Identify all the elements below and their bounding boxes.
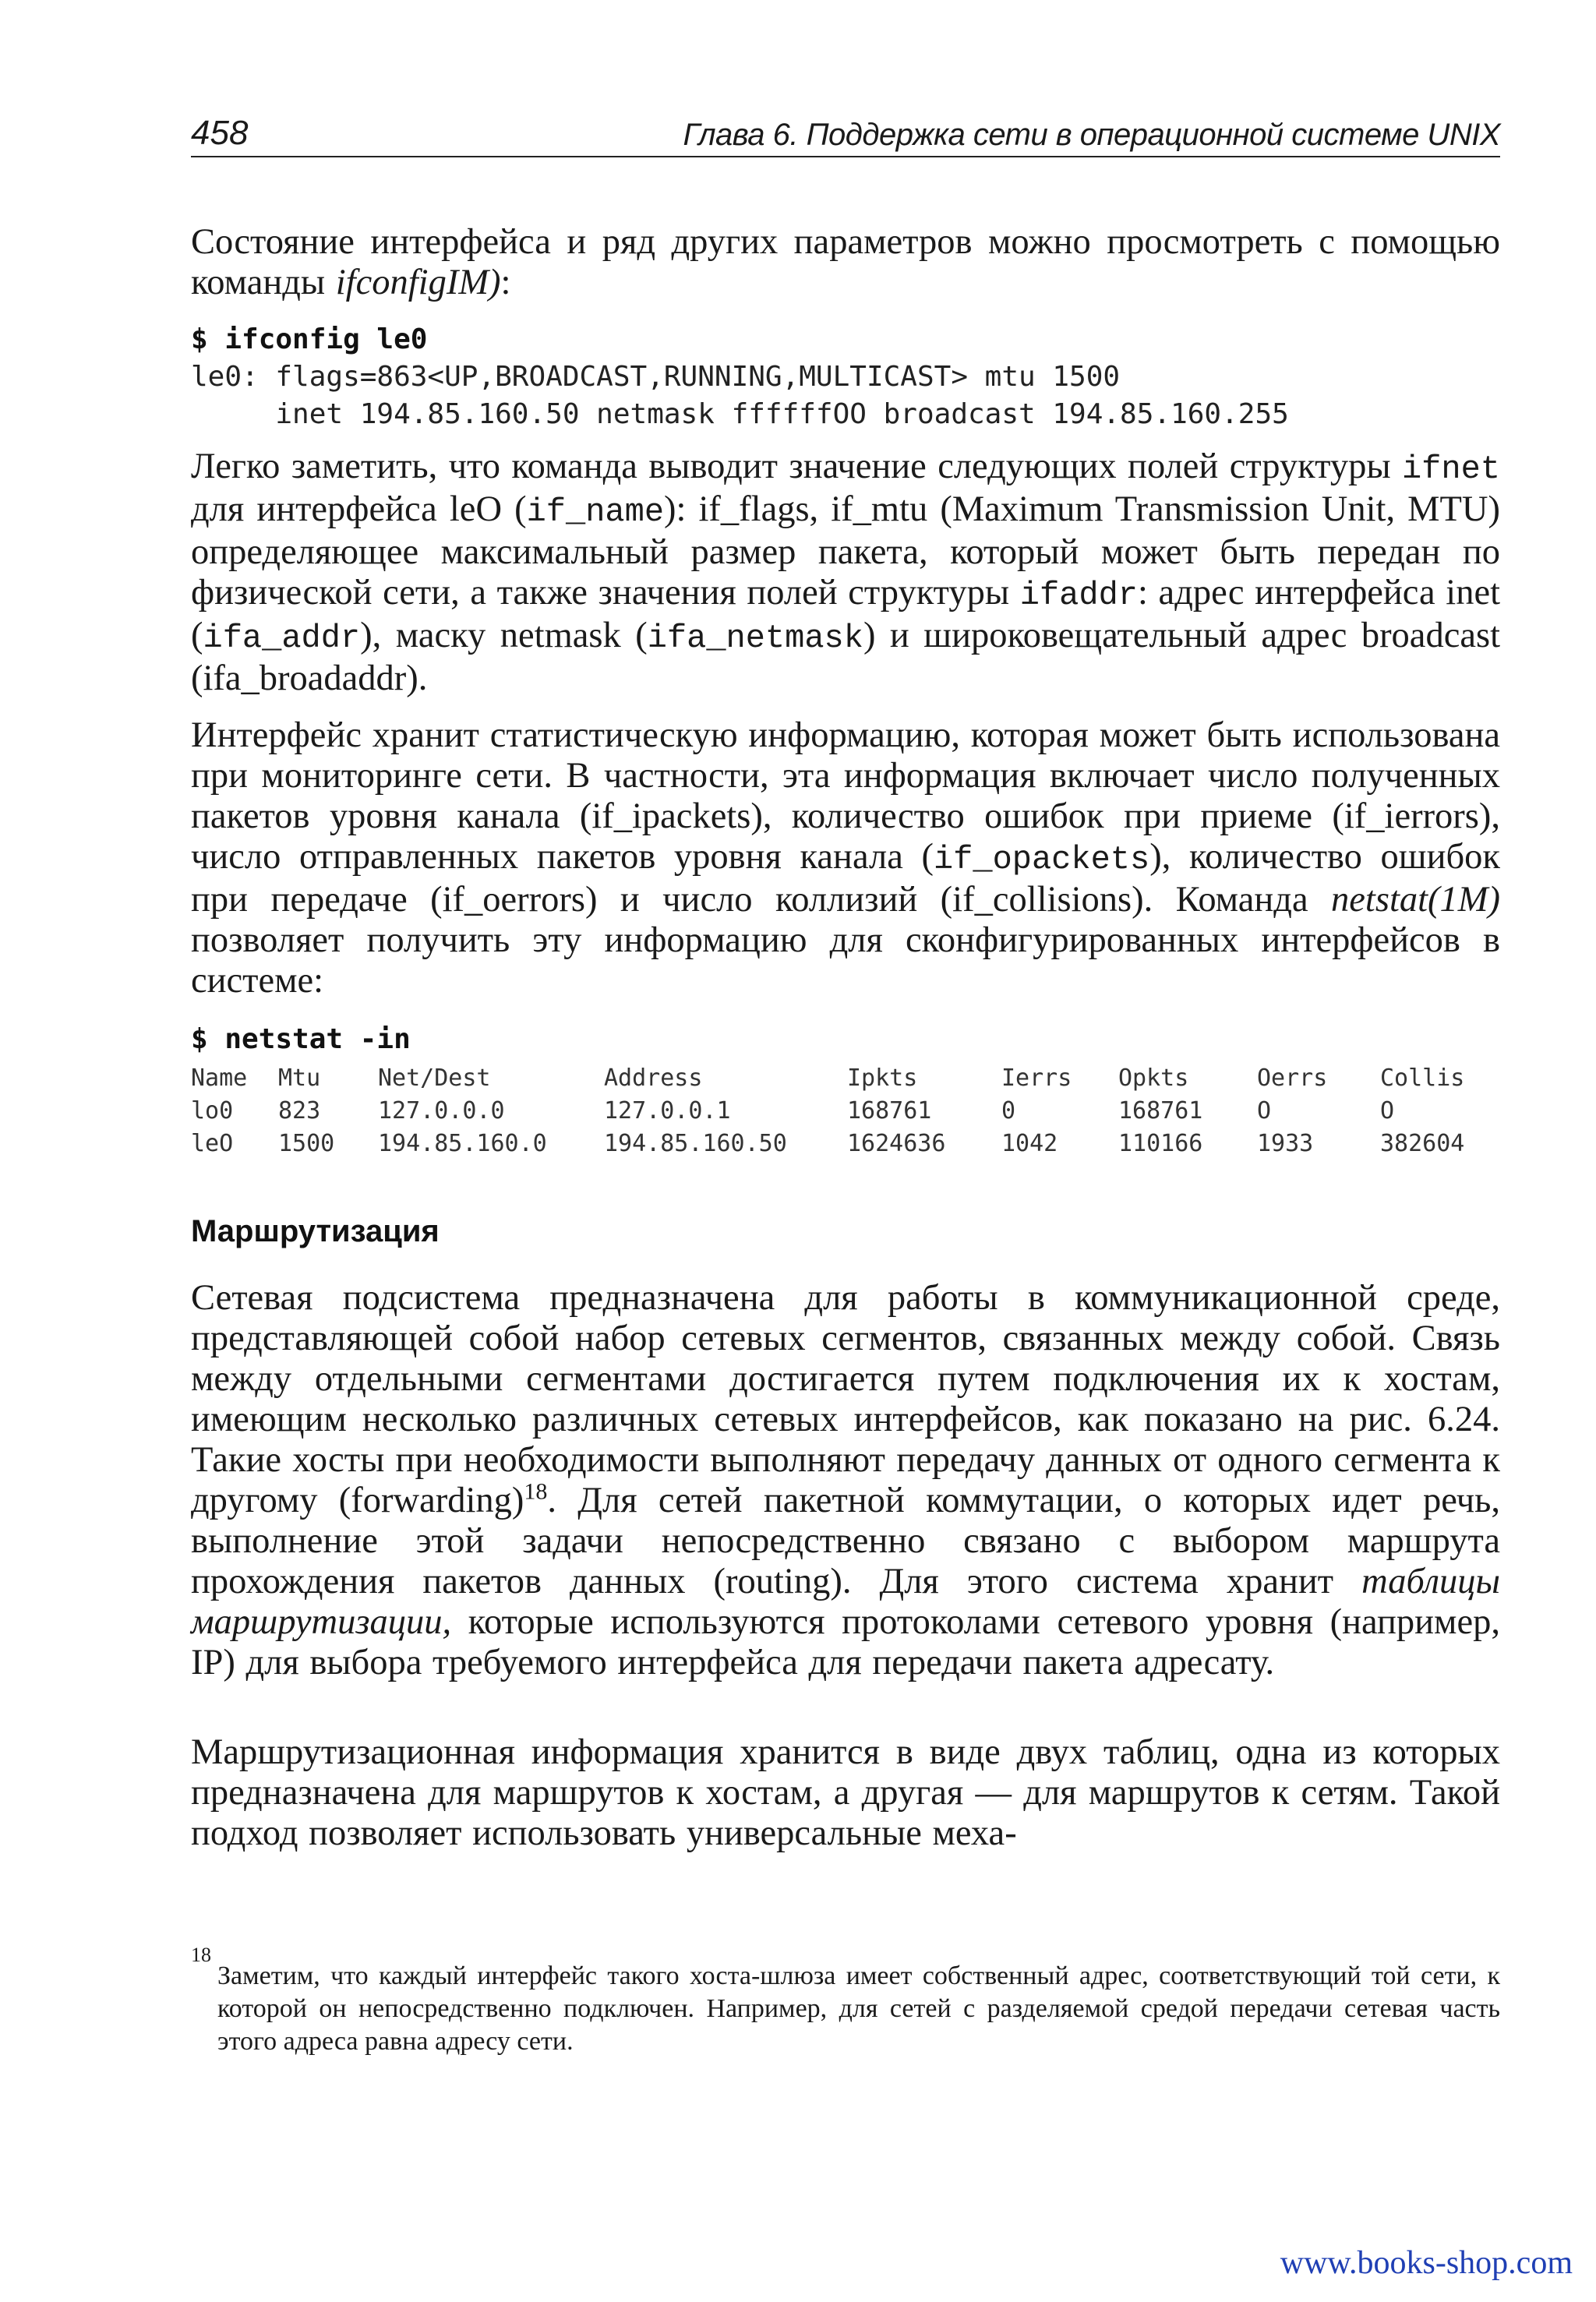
paragraph-text: ): if_flags, if_mtu (Maximum Transmission Unit, MTU) определяющее максимальный размер пакета, который может быть передан по физической сети, а также значения полей структуры [191,489,1500,613]
italic-term: таблицы маршрутизации, [191,1562,1500,1642]
ifconfig-output-line: le0: flags=863<UP,BROADCAST,RUNNING,MULTICAST> mtu 1500 [191,361,1121,393]
column-header: Name [191,1064,248,1092]
netstat-table [191,1061,1497,1160]
code-term: ifaddr [1019,577,1138,614]
column-header: Collis [1380,1064,1465,1092]
table-cell: lo0 [191,1096,234,1125]
table-cell: O [1380,1096,1395,1125]
table-cell: 168761 [1118,1096,1203,1125]
paragraph-text: : [500,263,511,302]
table-cell: 1624636 [847,1129,946,1157]
paragraph-text: для интерфейса leO ( [191,489,527,529]
paragraph-text: Легко заметить, что команда выводит значение следующих полей структуры [191,447,1402,486]
paragraph-text: . Для сетей пакетной коммутации, о которых идет речь, выполнение этой задачи непосредственно связано с выбором маршрута прохождения пакетов данных (routing). Для этого система хранит [191,1481,1500,1601]
column-header: Ipkts [847,1064,918,1092]
paragraph-text: Маршрутизационная информация хранится в виде двух таблиц, одна из которых предназначена для маршрутов к хостам, а другая — для маршрутов к сетям. Такой подход позволяет использовать универсальные меха- [191,1732,1500,1853]
paragraph-text: : адрес интерфейса inet ( [191,573,1500,655]
table-row [191,1094,1497,1127]
section-heading: Маршрутизация [191,1214,440,1248]
paragraph-ifconfig-intro [191,222,1500,303]
column-header: Oerrs [1257,1064,1328,1092]
paragraph-text: Сетевая подсистема предназначена для работы в коммуникационной среде, представляющей собой набор сетевых сегментов, связанных между собой. Связь между отдельными сегментами достигается путем подключения их к хостам, имеющим несколько различных сетевых интерфейсов, как показано на рис. 6.24. Такие хосты при необходимости выполняют передачу данных от одного сегмента к другому (forwarding) [191,1278,1500,1520]
code-term: ifa_addr [203,620,361,657]
paragraph-text: ) и широковещательный адрес broadcast (ifa_broadaddr). [191,616,1500,698]
footnote-text: Заметим, что каждый интерфейс такого хоста-шлюза имеет собственный адрес, соответствующий той сети, к которой он непосредственно подключен. Например, для сетей с разделяемой средой передачи сетевая часть этого адреса равна адресу сети. [217,1961,1500,2056]
command-reference: netstat(1M) [1331,880,1500,920]
paragraph-routing-tables [191,1732,1500,1854]
paragraph-text: Состояние интерфейса и ряд других параметров можно просмотреть с помощью команды [191,222,1500,302]
command-reference: ifconfigIM) [335,263,501,302]
code-term: ifnet [1401,450,1500,488]
table-row [191,1127,1497,1160]
table-cell: 168761 [847,1096,932,1125]
paragraph-text: ), маску netmask ( [360,616,648,655]
code-term: if_opackets [933,841,1150,878]
table-cell: 1933 [1257,1129,1314,1157]
ifconfig-command: $ ifconfig le0 [191,323,428,355]
footnote: 18 Заметим, что каждый интерфейс такого хоста-шлюза имеет собственный адрес, соответствующий той сети, к которой он непосредственно подключен. Например, для сетей с разделяемой средой передачи сетевая часть этого адреса равна адресу сети. [191,1960,1500,2058]
paragraph-ifnet-fields [191,447,1500,699]
column-header: Net/Dest [378,1064,491,1092]
running-header [191,109,1500,157]
paragraph-routing-intro [191,1278,1500,1683]
paragraph-text: позволяет получить эту информацию для сконфигурированных интерфейсов в системе: [191,920,1500,1001]
paragraph-text: которые используются протоколами сетевого уровня (например, IP) для выбора требуемого интерфейса для передачи пакета адресату. [191,1602,1500,1682]
table-cell: 194.85.160.50 [604,1129,787,1157]
table-cell: 1500 [278,1129,335,1157]
ifconfig-listing [191,321,1289,433]
netstat-command: $ netstat -in [191,1023,411,1055]
table-cell: 1042 [1001,1129,1058,1157]
table-cell: 127.0.0.1 [604,1096,731,1125]
footnote-reference: 18 [524,1478,548,1505]
column-header: Mtu [278,1064,321,1092]
watermark-link[interactable]: www.books-shop.com [1280,2245,1573,2281]
column-header: Address [604,1064,703,1092]
table-cell: 110166 [1118,1129,1203,1157]
table-cell: leO [191,1129,234,1157]
column-header: Opkts [1118,1064,1189,1092]
table-cell: 194.85.160.0 [378,1129,547,1157]
paragraph-text: ), количество ошибок при передаче (if_oerrors) и число коллизий (if_collisions). Команда [191,837,1500,920]
table-cell: O [1257,1096,1272,1125]
table-cell: 127.0.0.0 [378,1096,505,1125]
paragraph-statistics [191,715,1500,1001]
column-header: Ierrs [1001,1064,1072,1092]
table-cell: 382604 [1380,1129,1465,1157]
table-cell: 0 [1001,1096,1016,1125]
chapter-title: Глава 6. Поддержка сети в операционной системе UNIX [683,118,1500,152]
page-number: 458 [191,114,249,152]
ifconfig-output-line: inet 194.85.160.50 netmask ffffffOO broadcast 194.85.160.255 [191,398,1289,430]
paragraph-text: Интерфейс хранит статистическую информацию, которая может быть использована при мониторинге сети. В частности, эта информация включает число полученных пакетов уровня канала (if_ipackets), количество ошибок при приеме (if_ierrors), число отправленных пакетов уровня канала ( [191,715,1500,877]
netstat-listing [191,1021,1500,1157]
table-header-row [191,1061,1497,1094]
code-term: if_name [526,493,665,531]
table-cell: 823 [278,1096,321,1125]
code-term: ifa_netmask [647,620,863,657]
